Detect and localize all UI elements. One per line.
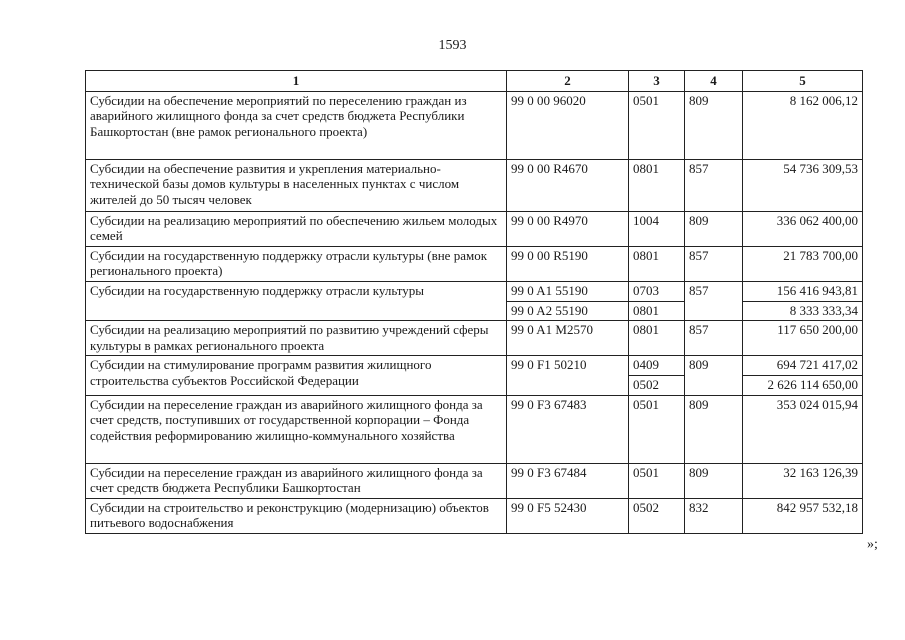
table-row [86, 498, 863, 533]
table-header-row [86, 71, 863, 92]
row-section: 0801 [629, 301, 685, 321]
row-section: 1004 [629, 211, 685, 246]
row-name: Субсидии на переселение граждан из аварийного жилищного фонда за счет средств, поступивших от государственной корпорации – Фонда содействия реформированию жилищно-коммунального хозяйства [86, 395, 507, 463]
row-code: 99 0 00 R4970 [507, 211, 629, 246]
row-grbs: 857 [685, 281, 743, 321]
row-section: 0501 [629, 463, 685, 498]
table-row [86, 395, 863, 463]
row-amount: 117 650 200,00 [743, 321, 863, 356]
row-amount: 8 162 006,12 [743, 91, 863, 159]
row-amount: 8 333 333,34 [743, 301, 863, 321]
table-row [86, 281, 863, 301]
row-grbs: 857 [685, 321, 743, 356]
row-grbs: 809 [685, 91, 743, 159]
row-amount: 21 783 700,00 [743, 246, 863, 281]
row-amount: 54 736 309,53 [743, 159, 863, 211]
row-grbs: 809 [685, 395, 743, 463]
row-section: 0502 [629, 376, 685, 396]
row-code: 99 0 F3 67483 [507, 395, 629, 463]
table-row [86, 321, 863, 356]
row-name: Субсидии на реализацию мероприятий по обеспечению жильем молодых семей [86, 211, 507, 246]
table-row [86, 159, 863, 211]
row-section: 0502 [629, 498, 685, 533]
column-header: 2 [507, 71, 629, 92]
row-name: Субсидии на переселение граждан из аварийного жилищного фонда за счет средств бюджета Республики Башкортостан [86, 463, 507, 498]
row-name: Субсидии на реализацию мероприятий по развитию учреждений сферы культуры в рамках регионального проекта [86, 321, 507, 356]
budget-table [85, 70, 863, 534]
row-amount: 336 062 400,00 [743, 211, 863, 246]
column-header: 4 [685, 71, 743, 92]
row-section: 0801 [629, 159, 685, 211]
row-name: Субсидии на обеспечение развития и укрепления материально-технической базы домов культуры в населенных пунктах с числом жителей до 50 тысяч человек [86, 159, 507, 211]
row-grbs: 809 [685, 211, 743, 246]
row-name: Субсидии на государственную поддержку отрасли культуры (вне рамок регионального проекта) [86, 246, 507, 281]
column-header: 3 [629, 71, 685, 92]
page-number: 1593 [438, 38, 467, 53]
row-code: 99 0 A1 M2570 [507, 321, 629, 356]
row-code: 99 0 A1 55190 [507, 281, 629, 301]
row-section: 0409 [629, 356, 685, 376]
row-section: 0501 [629, 395, 685, 463]
row-code: 99 0 00 R5190 [507, 246, 629, 281]
row-code: 99 0 00 96020 [507, 91, 629, 159]
table-row [86, 356, 863, 376]
column-header: 5 [743, 71, 863, 92]
row-section: 0801 [629, 321, 685, 356]
row-amount: 694 721 417,02 [743, 356, 863, 376]
table-row [86, 91, 863, 159]
row-name: Субсидии на стимулирование программ развития жилищного строительства субъектов Российской Федерации [86, 356, 507, 396]
row-section: 0501 [629, 91, 685, 159]
row-amount: 842 957 532,18 [743, 498, 863, 533]
table-row [86, 246, 863, 281]
table-row [86, 211, 863, 246]
row-code: 99 0 F3 67484 [507, 463, 629, 498]
row-grbs: 809 [685, 463, 743, 498]
row-code: 99 0 F1 50210 [507, 356, 629, 396]
row-grbs: 857 [685, 246, 743, 281]
row-amount: 156 416 943,81 [743, 281, 863, 301]
row-grbs: 809 [685, 356, 743, 396]
table-row [86, 463, 863, 498]
row-code: 99 0 A2 55190 [507, 301, 629, 321]
column-header: 1 [86, 71, 507, 92]
row-grbs: 857 [685, 159, 743, 211]
row-name: Субсидии на государственную поддержку отрасли культуры [86, 281, 507, 321]
row-name: Субсидии на обеспечение мероприятий по переселению граждан из аварийного жилищного фонда за счет средств бюджета Республики Башкортостан (вне рамок регионального проекта) [86, 91, 507, 159]
row-code: 99 0 00 R4670 [507, 159, 629, 211]
row-amount: 353 024 015,94 [743, 395, 863, 463]
row-amount: 2 626 114 650,00 [743, 376, 863, 396]
row-section: 0801 [629, 246, 685, 281]
row-code: 99 0 F5 52430 [507, 498, 629, 533]
row-amount: 32 163 126,39 [743, 463, 863, 498]
row-section: 0703 [629, 281, 685, 301]
closing-quote-mark: »; [867, 537, 878, 552]
row-name: Субсидии на строительство и реконструкцию (модернизацию) объектов питьевого водоснабжения [86, 498, 507, 533]
row-grbs: 832 [685, 498, 743, 533]
